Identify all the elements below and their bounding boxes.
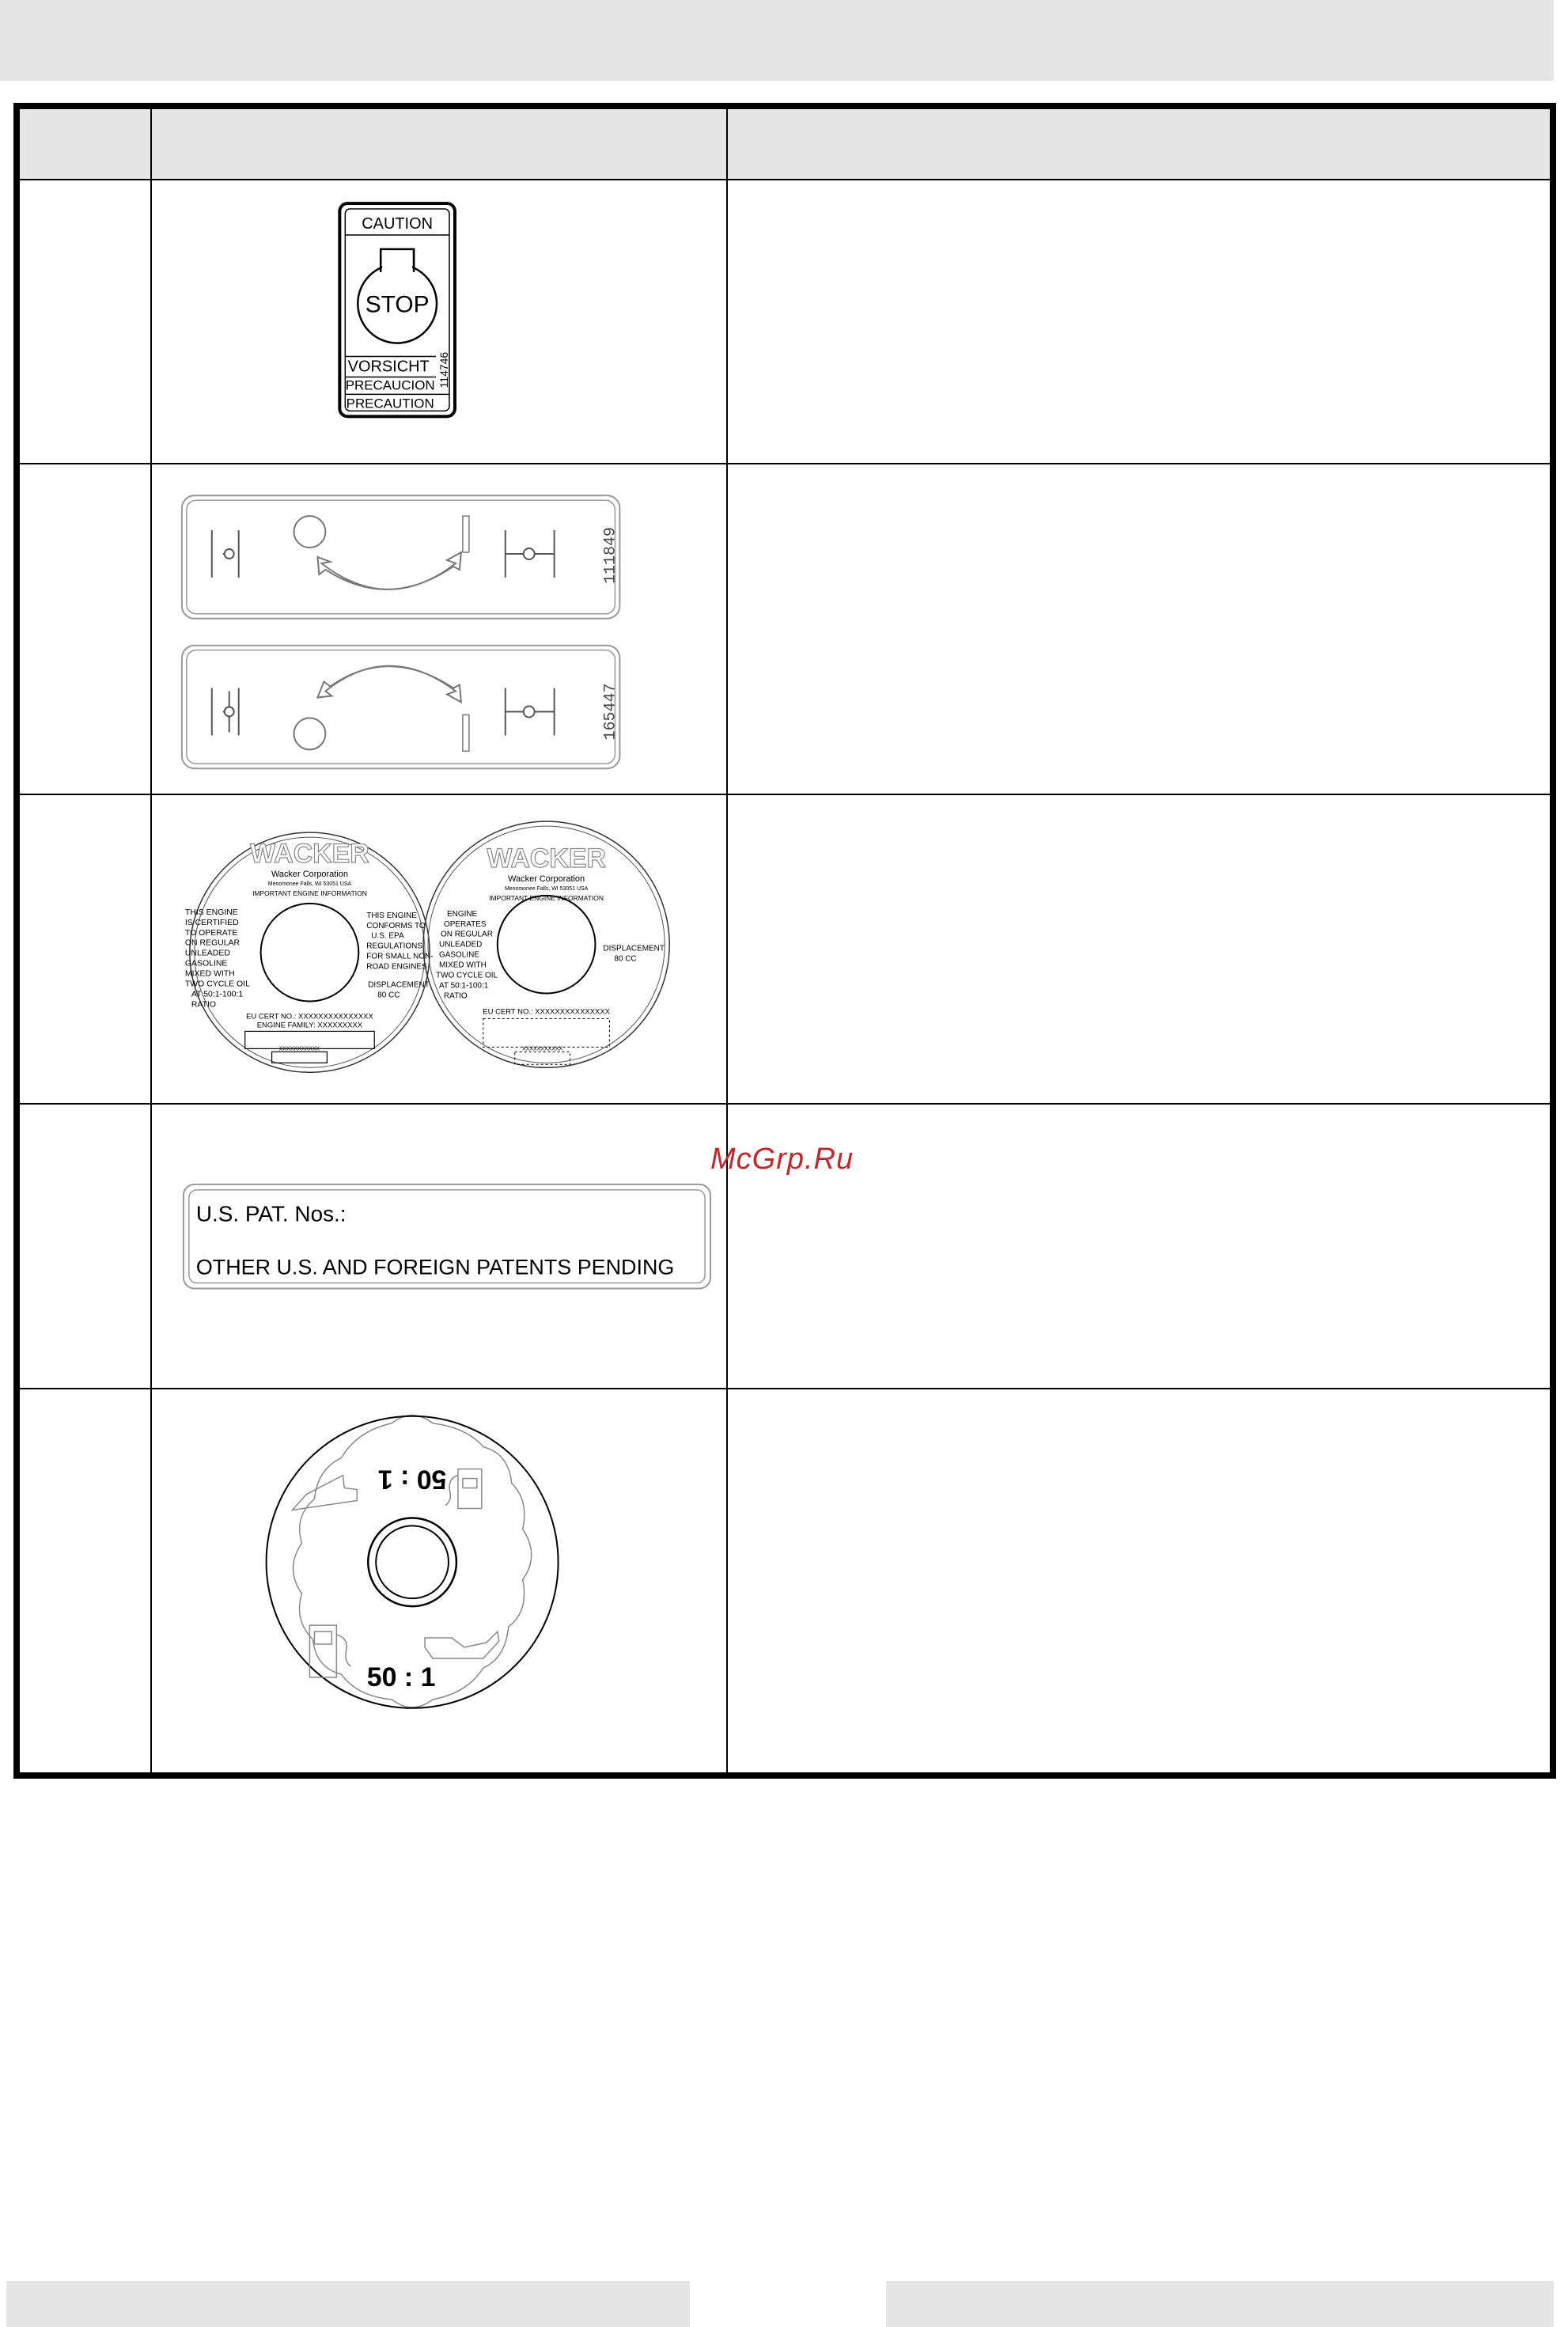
engine-decal-left <box>185 832 436 1072</box>
company-address: Menomonee Falls, WI 53051 USA <box>267 881 352 887</box>
stop-label: STOP <box>365 291 430 318</box>
ref-cell <box>17 464 151 794</box>
engine-family: ENGINE FAMILY: XXXXXXXXX <box>256 1021 363 1030</box>
decal-table <box>13 103 1556 1779</box>
operation-text: ENGINE OPERATES ON REGULAR UNLEADED GASOLINE MIXED WITH TWO CYCLE OIL AT 50:1-100:1 RATIO <box>436 909 498 1001</box>
ref-cell <box>17 1104 151 1388</box>
patent-decal <box>152 1105 726 1387</box>
displacement-text: DISPLACEMENT 80 CC <box>368 980 430 1000</box>
table-row <box>17 794 1553 1104</box>
company-name: Wacker Corporation <box>508 874 585 884</box>
description-cell <box>727 180 1553 464</box>
table-row <box>17 464 1553 794</box>
eu-cert-number: EU CERT NO.: XXXXXXXXXXXXXXX <box>483 1007 610 1017</box>
table-row <box>17 180 1553 464</box>
brand-logo: WACKER <box>487 843 606 874</box>
table-header-row <box>17 106 1553 180</box>
serial-code: XXXXXXXXXXX <box>522 1046 563 1052</box>
eu-cert-number: EU CERT NO.: XXXXXXXXXXXXXXX <box>246 1012 373 1021</box>
fuel-cap-decal <box>152 1389 726 1772</box>
vorsicht-label: VORSICHT <box>347 358 430 376</box>
decal-cell <box>151 794 727 1104</box>
description-cell <box>727 794 1553 1104</box>
precaution-label: PRECAUTION <box>346 396 434 411</box>
displacement-text: DISPLACEMENT 80 CC <box>603 944 665 964</box>
column-header-ref <box>17 106 151 180</box>
stop-caution-decal <box>152 180 726 463</box>
patent-numbers-label: U.S. PAT. Nos.: <box>195 1201 347 1226</box>
patents-pending-label: OTHER U.S. AND FOREIGN PATENTS PENDING <box>195 1255 675 1279</box>
info-heading: IMPORTANT ENGINE INFORMATION <box>489 893 604 902</box>
company-name: Wacker Corporation <box>271 869 348 879</box>
header-bar <box>0 0 1554 81</box>
watermark: McGrp.Ru <box>710 1143 854 1176</box>
column-header-description <box>727 106 1553 180</box>
description-cell <box>727 464 1553 794</box>
choke-throttle-decals <box>152 464 726 794</box>
brand-logo: WACKER <box>250 838 369 869</box>
certification-text: THIS ENGINE IS CERTIFIED TO OPERATE ON REGULAR UNLEADED GASOLINE MIXED WITH TWO CYCLE OIL AT 50:1-100:1 RATIO <box>184 908 250 1010</box>
ref-cell <box>17 794 151 1104</box>
decal-cell <box>151 1104 727 1388</box>
footer-bar-right <box>886 2281 1554 2327</box>
ratio-top: 50 : 1 <box>377 1464 447 1495</box>
engine-decal-right <box>423 821 669 1067</box>
decal-cell <box>151 180 727 464</box>
footer-bar-left <box>6 2281 690 2327</box>
table-row <box>17 1389 1553 1776</box>
decal-cell <box>151 1389 727 1776</box>
caution-label: CAUTION <box>362 214 434 233</box>
precaucion-label: PRECAUCION <box>345 377 435 393</box>
description-cell <box>727 1389 1553 1776</box>
fuel-pump-icon <box>445 1469 482 1508</box>
serial-code: XXXXXXXXXXX <box>278 1046 320 1052</box>
ref-cell <box>17 1389 151 1776</box>
ratio-bottom: 50 : 1 <box>366 1662 436 1692</box>
column-header-decal <box>151 106 727 180</box>
company-address: Menomonee Falls, WI 53051 USA <box>504 885 589 892</box>
decal-cell <box>151 464 727 794</box>
engine-info-decals <box>152 795 726 1103</box>
oil-can-icon <box>425 1632 499 1658</box>
oil-can-icon <box>293 1475 358 1510</box>
info-heading: IMPORTANT ENGINE INFORMATION <box>252 889 367 897</box>
part-number: 114746 <box>437 351 450 388</box>
part-number-top: 111849 <box>600 527 619 585</box>
part-number-bottom: 165447 <box>600 683 619 741</box>
ref-cell <box>17 180 151 464</box>
epa-text: THIS ENGINE CONFORMS TO U.S. EPA REGULATIONS FOR SMALL NON- ROAD ENGINES <box>366 911 434 972</box>
